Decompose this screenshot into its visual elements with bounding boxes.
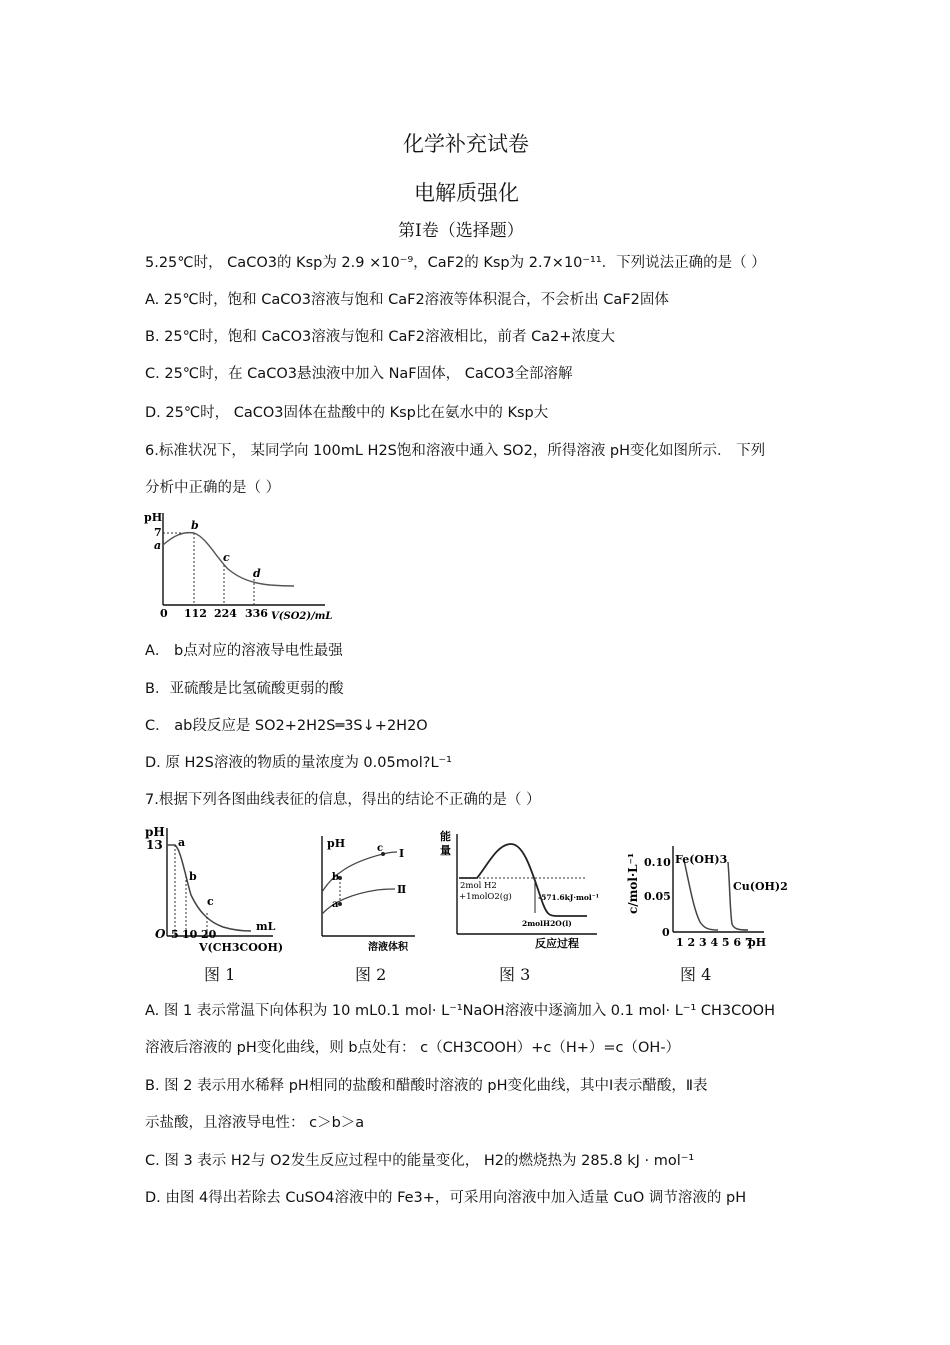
fig2-xlabel: 溶液体积 — [368, 942, 408, 953]
q6-stem-line1: 6.标准状况下， 某同学向 100mL H2S饱和溶液中通入 SO2，所得溶液 pH变化如图所示． 下列 — [145, 443, 766, 459]
fig3-product: 2molH2O(l) — [522, 919, 572, 928]
fig3-reactant-1: 2mol H2 — [460, 881, 497, 891]
fig4-ylabel: c/mol·L⁻¹ — [626, 852, 640, 914]
q7-option-d: D. 由图 4得出若除去 CuSO4溶液中的 Fe3+，可采用向溶液中加入适量 CuO 调节溶液的 pH — [145, 1190, 747, 1206]
q7-option-c: C. 图 3 表示 H2与 O2发生反应过程中的能量变化， H2的燃烧热为 285.8 kJ · mol⁻¹ — [145, 1153, 695, 1169]
q5-stem: 5.25℃时， CaCO3的 Ksp为 2.9 ×10⁻⁹，CaF2的 Ksp为 2.7×10⁻¹¹．下列说法正确的是（ ） — [145, 255, 766, 271]
q6-point-b: b — [191, 519, 199, 532]
fig2-caption: 图 2 — [355, 965, 387, 984]
q7-option-a-line2: 溶液后溶液的 pH变化曲线，则 b点处有： c（CH3COOH）+c（H+）=c（OH-） — [145, 1040, 681, 1056]
fig2-point-a: a — [332, 899, 339, 910]
q5-option-a: A. 25℃时，饱和 CaCO3溶液与饱和 CaF2溶液等体积混合，不会析出 CaF2固体 — [145, 292, 669, 308]
q6-xtick-0: 0 — [160, 607, 168, 620]
q5-option-c: C. 25℃时，在 CaCO3悬浊液中加入 NaF固体， CaCO3全部溶解 — [145, 366, 573, 382]
q6-point-d: d — [253, 567, 261, 580]
fig4-ytick-0: 0 — [662, 926, 670, 939]
fig4-curve-fe — [684, 860, 718, 930]
fig1-xtick-20: 20 — [201, 928, 217, 941]
q6-ph-chart — [140, 505, 340, 625]
fig4-ytick-005: 0.05 — [644, 890, 671, 903]
fig2-curve-label-1: Ⅰ — [399, 847, 405, 860]
fig3-xlabel: 反应过程 — [535, 937, 579, 950]
fig1-xtick-10: 10 — [182, 928, 198, 941]
fig2-point-b: b — [332, 872, 339, 883]
page-subtitle: 电解质强化 — [414, 181, 519, 205]
q6-option-a: A． b点对应的溶液导电性最强 — [145, 643, 343, 659]
q6-ytick-7: 7 — [154, 526, 162, 539]
fig1-xtick-o: O — [155, 927, 166, 941]
q6-point-c: c — [223, 551, 230, 564]
fig1-ylabel: pH — [145, 825, 165, 839]
fig1-xlabel: V(CH3COOH) — [199, 941, 283, 954]
q7-fig3 — [437, 826, 607, 954]
q5-option-b: B. 25℃时，饱和 CaCO3溶液与饱和 CaF2溶液相比，前者 Ca2+浓度大 — [145, 329, 615, 345]
fig1-xunit: mL — [256, 920, 276, 933]
q7-option-a-line1: A. 图 1 表示常温下向体积为 10 mL0.1 mol· L⁻¹NaOH溶液中逐滴加入 0.1 mol· L⁻¹ CH3COOH — [145, 1003, 775, 1019]
fig3-ylabel-1: 能 — [440, 830, 451, 843]
fig1-caption: 图 1 — [204, 965, 236, 984]
q6-option-b: B．亚硫酸是比氢硫酸更弱的酸 — [145, 681, 344, 697]
fig4-curve-cu — [728, 862, 748, 930]
fig1-ytick-13: 13 — [146, 838, 163, 852]
fig2-curve-label-2: Ⅱ — [397, 883, 407, 896]
q5-option-d: D. 25℃时， CaCO3固体在盐酸中的 Ksp比在氨水中的 Ksp大 — [145, 405, 549, 421]
q7-fig2 — [313, 830, 423, 955]
fig4-xticks: 1 2 3 4 5 6 7 — [676, 936, 753, 949]
section-heading: 第Ⅰ卷（选择题） — [398, 221, 524, 241]
page-title: 化学补充试卷 — [403, 132, 529, 156]
fig1-point-a: a — [178, 836, 186, 849]
q7-fig1 — [143, 820, 283, 960]
q6-xtick-224: 224 — [214, 607, 237, 620]
q6-point-a: a — [154, 539, 162, 552]
q7-fig4 — [624, 838, 799, 953]
fig3-delta-h: -571.6kJ·mol⁻¹ — [538, 893, 599, 902]
fig2-point-c: c — [377, 843, 384, 854]
q6-xtick-336: 336 — [245, 607, 268, 620]
fig4-curve-label-fe: Fe(OH)3 — [675, 853, 728, 866]
fig3-reactant-2: +1molO2(g) — [459, 892, 512, 902]
q6-xtick-112: 112 — [184, 607, 207, 620]
q7-option-b-line2: 示盐酸，且溶液导电性： c＞b＞a — [145, 1115, 365, 1131]
q6-stem-line2: 分析中正确的是（ ） — [145, 480, 281, 496]
fig1-curve — [167, 845, 251, 931]
fig3-caption: 图 3 — [499, 965, 531, 984]
fig3-energy-curve — [459, 844, 587, 916]
fig1-point-c: c — [207, 895, 214, 908]
q7-option-b-line1: B. 图 2 表示用水稀释 pH相同的盐酸和醋酸时溶液的 pH变化曲线，其中Ⅰ表示醋酸，Ⅱ表 — [145, 1078, 708, 1094]
fig4-curve-label-cu: Cu(OH)2 — [733, 880, 788, 893]
fig1-point-b: b — [189, 870, 197, 883]
fig3-ylabel-2: 量 — [440, 844, 451, 857]
fig2-ylabel: pH — [327, 837, 346, 850]
fig4-ytick-010: 0.10 — [644, 856, 671, 869]
q6-option-c: C． ab段反应是 SO2+2H2S═3S↓+2H2O — [145, 718, 428, 734]
fig4-xunit: pH — [748, 936, 767, 949]
fig1-xtick-5: 5 — [171, 928, 179, 941]
q6-ylabel: pH — [144, 511, 163, 524]
q7-stem: 7.根据下列各图曲线表征的信息，得出的结论不正确的是（ ） — [145, 792, 541, 808]
q6-xlabel: V(SO2)/mL — [271, 611, 333, 622]
fig4-caption: 图 4 — [680, 965, 712, 984]
q6-option-d: D. 原 H2S溶液的物质的量浓度为 0.05mol?L⁻¹ — [145, 755, 452, 771]
